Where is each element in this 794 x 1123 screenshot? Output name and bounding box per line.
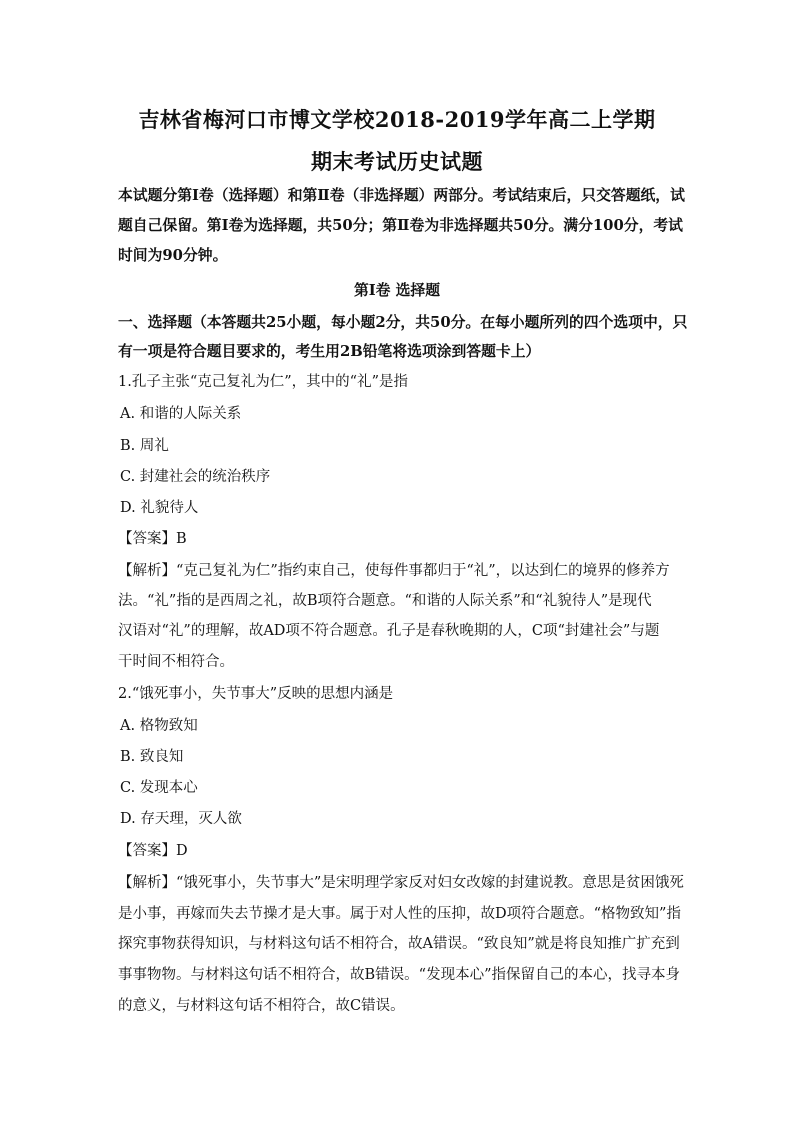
option-a: A. 和谐的人际关系 [120,406,242,422]
section-heading: 第Ⅰ卷 选择题 [353,282,441,299]
analysis-line: 探究事物获得知识，与材料这句话不相符合，故A错误。“致良知”就是将良知推广扩充到 [118,936,680,952]
question-stem: 1.孔子主张“克己复礼为仁”，其中的“礼”是指 [118,374,408,390]
option-b: B. 致良知 [120,749,184,765]
intro-line: 本试题分第Ⅰ卷（选择题）和第Ⅱ卷（非选择题）两部分。考试结束后，只交答题纸，试 [118,187,685,204]
document-title: 吉林省梅河口市博文学校2018-2019学年高二上学期 [138,107,656,132]
option-d: D. 存天理，灭人欲 [120,811,242,827]
option-b: B. 周礼 [120,438,169,454]
intro-line: 时间为90分钟。 [118,247,228,264]
document-subtitle: 期末考试历史试题 [311,149,483,174]
option-a: A. 格物致知 [120,718,198,734]
option-d: D. 礼貌待人 [120,500,199,516]
analysis-line: 法。“礼”指的是西周之礼，故B项符合题意。“和谐的人际关系”和“礼貌待人”是现代 [118,593,652,609]
answer: 【答案】D [118,843,188,859]
answer: 【答案】B [118,531,187,547]
part-heading: 有一项是符合题目要求的，考生用2B铅笔将选项涂到答题卡上） [118,343,541,360]
analysis-line: 【解析】“饿死事小，失节事大”是宋明理学家反对妇女改嫁的封建说教。意思是贫困饿死 [118,875,684,891]
option-c: C. 封建社会的统治秩序 [120,469,271,485]
analysis-line: 的意义，与材料这句话不相符合，故C错误。 [118,998,405,1014]
analysis-line: 【解析】“克己复礼为仁”指约束自己，使每件事都归于“礼”，以达到仁的境界的修养方 [118,563,670,579]
option-c: C. 发现本心 [120,780,198,796]
analysis-line: 是小事，再嫁而失去节操才是大事。属于对人性的压抑，故D项符合题意。“格物致知”指 [118,906,681,922]
analysis-line: 汉语对“礼”的理解，故AD项不符合题意。孔子是春秋晚期的人，C项“封建社会”与题 [118,623,660,639]
question-stem: 2.“饿死事小，失节事大”反映的思想内涵是 [118,686,394,702]
analysis-line: 事事物物。与材料这句话不相符合，故B错误。“发现本心”指保留自己的本心，找寻本身 [118,967,680,983]
analysis-line: 干时间不相符合。 [118,654,234,670]
part-heading: 一、选择题（本答题共25小题，每小题2分，共50分。在每小题所列的四个选项中，只 [118,314,688,331]
intro-line: 题自己保留。第Ⅰ卷为选择题，共50分；第Ⅱ卷为非选择题共50分。满分100分，考试 [118,217,683,234]
